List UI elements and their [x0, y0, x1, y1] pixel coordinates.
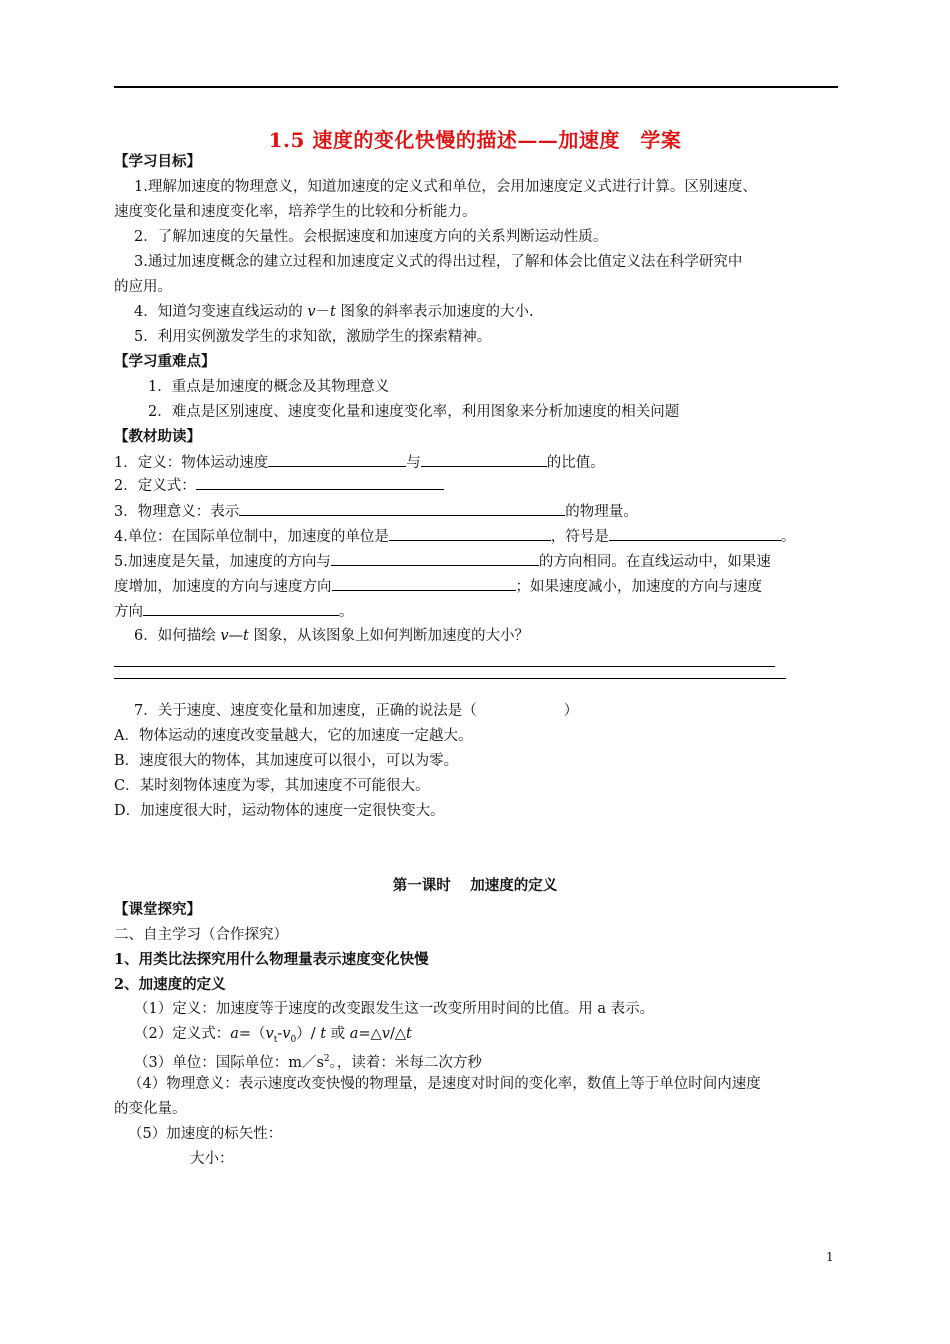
- objective-2: 2．了解加速度的矢量性。会根据速度和加速度方向的关系判断运动性质。: [134, 229, 608, 245]
- objective-1-line-2: 速度变化量和速度变化率，培养学生的比较和分析能力。: [114, 204, 477, 220]
- symbol-v: v: [282, 1026, 291, 1042]
- section-header-reading-guide: 【教材助读】: [114, 428, 201, 445]
- lesson-title: 第一课时 加速度的定义: [392, 877, 558, 894]
- size-label: 大小：: [190, 1151, 234, 1167]
- question-5-line-3: [114, 601, 838, 622]
- objective-1-line-1: 1.理解加速度的物理意义，知道加速度的定义式和单位，会用加速度定义式进行计算。区别速度、: [134, 179, 757, 195]
- answer-blank[interactable]: [268, 452, 406, 467]
- question-5-text: 5.加速度是矢量，加速度的方向与: [114, 554, 331, 570]
- formula-part: 或: [326, 1026, 350, 1042]
- question-4-mid: ，符号是: [550, 529, 609, 545]
- formula-part: /△: [389, 1026, 406, 1042]
- symbol-v: v: [307, 304, 316, 320]
- unit-text-end: 。，读着：米每二次方秒: [329, 1054, 482, 1071]
- question-6: [134, 626, 838, 646]
- question-5-text-2: 度增加，加速度的方向与速度方向: [114, 579, 332, 595]
- objective-4-text: 4．知道匀变速直线运动的: [134, 304, 308, 320]
- formula-part: =（: [238, 1026, 266, 1042]
- formula-part: =△: [358, 1026, 382, 1042]
- answer-blank[interactable]: [389, 526, 551, 541]
- definition-item-5: （5）加速度的标矢性：: [128, 1126, 283, 1142]
- objective-5: 5．利用实例激发学生的求知欲，激励学生的探索精神。: [134, 329, 492, 345]
- answer-blank[interactable]: [421, 452, 547, 467]
- option-d: D．加速度很大时，运动物体的速度一定很快变大。: [114, 803, 445, 819]
- answer-blank[interactable]: [196, 475, 444, 490]
- header-rule: [114, 86, 838, 88]
- formula-label: （2）定义式：: [134, 1026, 231, 1042]
- question-4-end: 。: [780, 529, 796, 545]
- objective-4-text-end: 图象的斜率表示加速度的大小.: [335, 304, 534, 320]
- answer-blank[interactable]: [609, 526, 781, 541]
- dash: —: [228, 628, 244, 644]
- symbol-t: t: [405, 1026, 412, 1042]
- subscript-0: 0: [290, 1034, 297, 1045]
- key-point-1: 1．重点是加速度的概念及其物理意义: [148, 379, 390, 395]
- question-5-text-3: 方向: [114, 604, 143, 620]
- symbol-a: a: [230, 1026, 239, 1042]
- unit-text: （3）单位：国际单位：m／s: [134, 1054, 324, 1071]
- symbol-t: t: [320, 1026, 327, 1042]
- question-5-end: 。: [339, 604, 354, 620]
- definition-item-3: [134, 1049, 838, 1073]
- question-3: [114, 501, 838, 522]
- part-2-heading: 2、加速度的定义: [114, 976, 226, 993]
- symbol-v: v: [220, 628, 229, 644]
- question-3-text: 3．物理意义：表示: [114, 504, 240, 520]
- definition-item-4-line-2: 的变化量。: [114, 1101, 187, 1117]
- question-6-text: 6．如何描绘: [134, 628, 221, 644]
- formula-part: ）/: [296, 1026, 321, 1042]
- question-1-mid: 与: [406, 455, 421, 471]
- question-6-text-end: 图象，从该图象上如何判断加速度的大小？: [248, 628, 529, 644]
- objective-3-line-2: 的应用。: [114, 279, 172, 295]
- answer-blank[interactable]: [239, 501, 565, 516]
- symbol-t: t: [330, 304, 336, 320]
- section-header-key-points: 【学习重难点】: [114, 353, 216, 370]
- question-2-text: 2．定义式：: [114, 478, 196, 494]
- option-c: C．某时刻物体速度为零，其加速度不可能很大。: [114, 778, 430, 794]
- superscript-2: 2: [323, 1054, 330, 1064]
- question-5-line-1: [114, 551, 838, 572]
- symbol-a: a: [349, 1026, 359, 1042]
- question-3-end: 的物理量。: [565, 504, 638, 520]
- question-5-line-2: [114, 576, 838, 597]
- option-b: B．速度很大的物体，其加速度可以很小，可以为零。: [114, 753, 459, 769]
- objective-4: [134, 302, 838, 322]
- question-5-text-2-cont: ；如果速度减小，加速度的方向与速度: [515, 579, 762, 595]
- definition-item-2: [134, 1024, 838, 1050]
- section-header-classroom: 【课堂探究】: [114, 901, 201, 918]
- part-1-heading: 1、用类比法探究用什么物理量表示速度变化快慢: [114, 951, 429, 968]
- definition-item-4-line-1: （4）物理意义：表示速度改变快慢的物理量，是速度对时间的变化率，数值上等于单位时间内速度: [128, 1076, 761, 1092]
- document-title: 1.5 速度的变化快慢的描述——加速度 学案: [268, 128, 682, 152]
- question-1-text: 1．定义：物体运动速度: [114, 455, 269, 471]
- question-4: [114, 526, 838, 547]
- answer-blank[interactable]: [143, 601, 339, 616]
- question-1-end: 的比值。: [546, 455, 605, 471]
- definition-item-1: （1）定义：加速度等于速度的改变跟发生这一改变所用时间的比值。用 a 表示。: [134, 1001, 655, 1017]
- answer-line[interactable]: [114, 678, 786, 679]
- formula-part: -: [277, 1026, 283, 1042]
- question-1: [114, 452, 838, 473]
- page-number: 1: [826, 1250, 834, 1264]
- section-header-objectives: 【学习目标】: [114, 153, 201, 170]
- symbol-v: v: [265, 1026, 274, 1042]
- answer-blank[interactable]: [332, 576, 516, 591]
- self-study-heading: 二、自主学习（合作探究）: [114, 927, 288, 943]
- option-a: A．物体运动的速度改变量越大，它的加速度一定越大。: [114, 728, 473, 744]
- answer-blank[interactable]: [331, 551, 539, 566]
- question-7: 7．关于速度、速度变化量和加速度，正确的说法是（ ）: [134, 703, 579, 719]
- question-5-text-cont: 的方向相同。在直线运动中，如果速: [538, 554, 771, 570]
- dash: －: [315, 304, 331, 320]
- subscript-t: t: [273, 1034, 278, 1045]
- question-2: [114, 475, 838, 496]
- answer-line[interactable]: [114, 666, 775, 667]
- symbol-v: v: [381, 1026, 390, 1042]
- symbol-t: t: [243, 628, 249, 644]
- question-4-text: 4.单位：在国际单位制中，加速度的单位是: [114, 529, 389, 545]
- key-point-2: 2．难点是区别速度、速度变化量和速度变化率，利用图象来分析加速度的相关问题: [148, 404, 680, 420]
- objective-3-line-1: 3.通过加速度概念的建立过程和加速度定义式的得出过程，了解和体会比值定义法在科学研究中: [134, 254, 743, 270]
